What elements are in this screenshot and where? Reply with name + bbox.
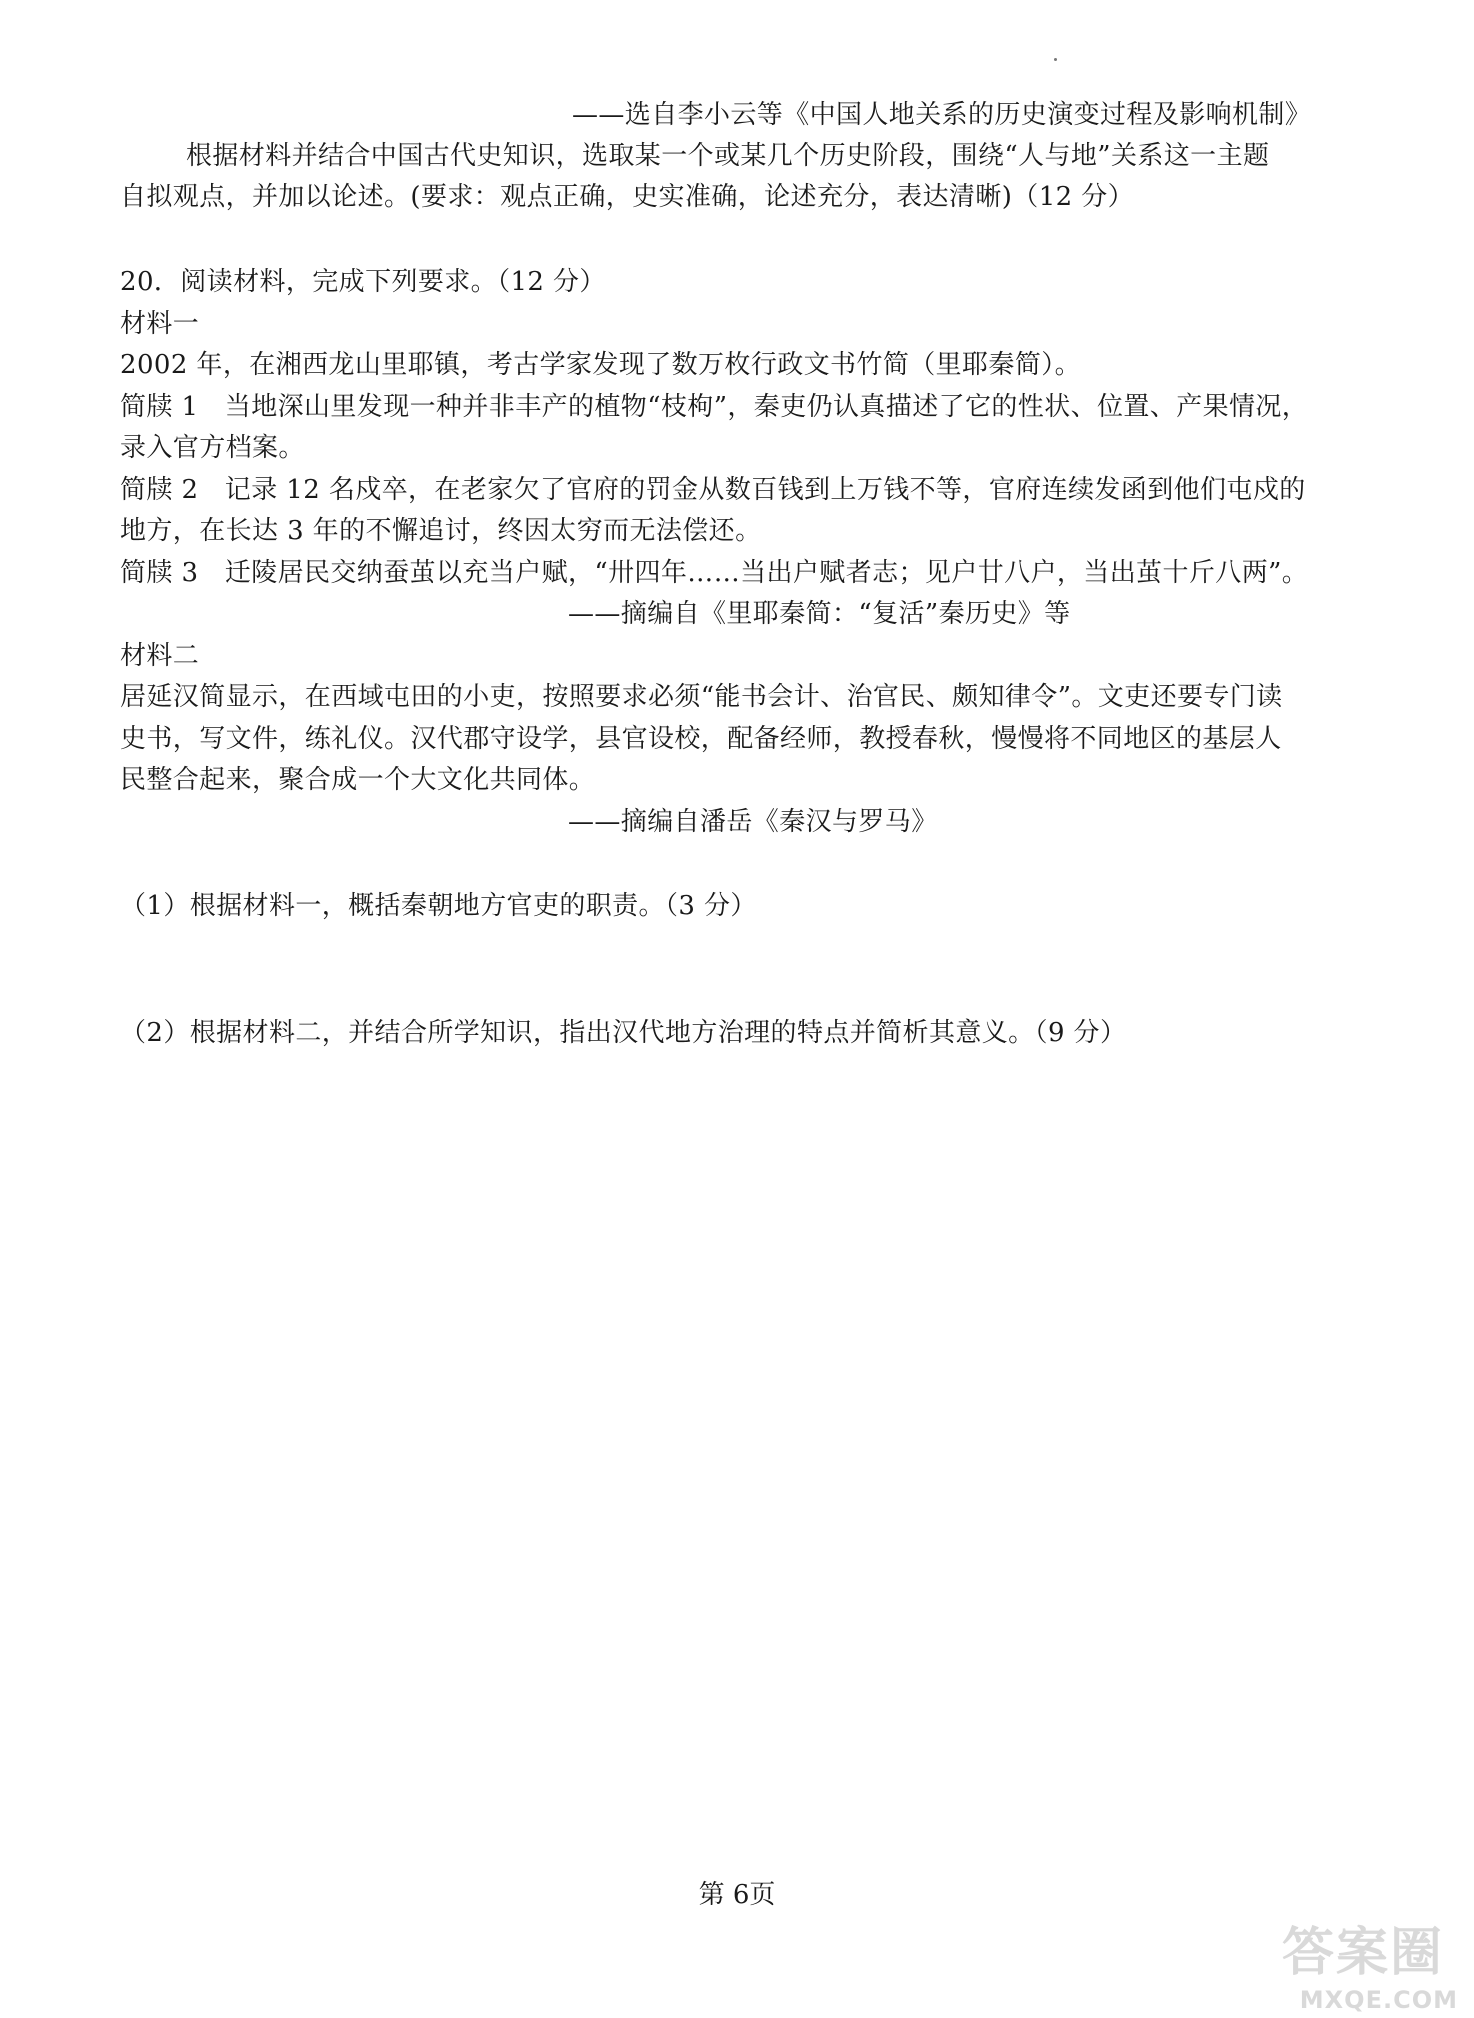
material1-title: 材料一 [120, 309, 200, 339]
scan-speck [1054, 58, 1057, 61]
material2-title: 材料二 [120, 641, 200, 671]
slip1-line1: 简牍 1 当地深山里发现一种并非丰产的植物“枝枸”，秦吏仍认真描述了它的性状、位置、产果情况， [120, 392, 1309, 422]
material1-source: ——摘编自《里耶秦简：“复活”秦历史》等 [568, 599, 1071, 629]
material2-line2: 史书，写文件，练礼仪。汉代郡守设学，县官设校，配备经师，教授春秋，慢慢将不同地区的基层人 [120, 724, 1282, 754]
previous-source-citation: ——选自李小云等《中国人地关系的历史演变过程及影响机制》 [572, 100, 1312, 130]
material2-source: ——摘编自潘岳《秦汉与罗马》 [568, 807, 938, 837]
slip3-line: 简牍 3 迁陵居民交纳蚕茧以充当户赋，“卅四年……当出户赋者志；见户廿八户，当出茧十斤八两”。 [120, 558, 1309, 588]
slip2-line2: 地方，在长达 3 年的不懈追讨，终因太穷而无法偿还。 [120, 516, 762, 546]
question20-heading: 20．阅读材料，完成下列要求。（12 分） [120, 267, 606, 297]
watermark-url-text: MXQE.COM [1299, 1986, 1458, 2014]
material1-intro: 2002 年，在湘西龙山里耶镇，考古学家发现了数万枚行政文书竹简（里耶秦简）。 [120, 350, 1082, 380]
watermark-top-text: 答案圈 [1281, 1923, 1444, 1983]
slip2-line1: 简牍 2 记录 12 名戍卒，在老家欠了官府的罚金从数百钱到上万钱不等，官府连续发函到他们屯戍的 [120, 475, 1306, 505]
previous-prompt-line1: 根据材料并结合中国古代史知识，选取某一个或某几个历史阶段，围绕“人与地”关系这一主题 [186, 141, 1270, 171]
previous-prompt-line2: 自拟观点，并加以论述。(要求：观点正确，史实准确，论述充分，表达清晰)（12 分） [120, 182, 1135, 212]
watermark-logo [1234, 1924, 1464, 2014]
subquestion-2: （2）根据材料二，并结合所学知识，指出汉代地方治理的特点并简析其意义。（9 分） [120, 1018, 1127, 1048]
page-number: 第 6页 [698, 1880, 776, 1910]
material2-line1: 居延汉简显示，在西域屯田的小吏，按照要求必须“能书会计、治官民、颇知律令”。文吏还要专门读 [120, 682, 1283, 712]
material2-line3: 民整合起来，聚合成一个大文化共同体。 [120, 765, 596, 795]
slip1-line2: 录入官方档案。 [120, 433, 305, 463]
subquestion-1: （1）根据材料一，概括秦朝地方官吏的职责。（3 分） [120, 891, 757, 921]
